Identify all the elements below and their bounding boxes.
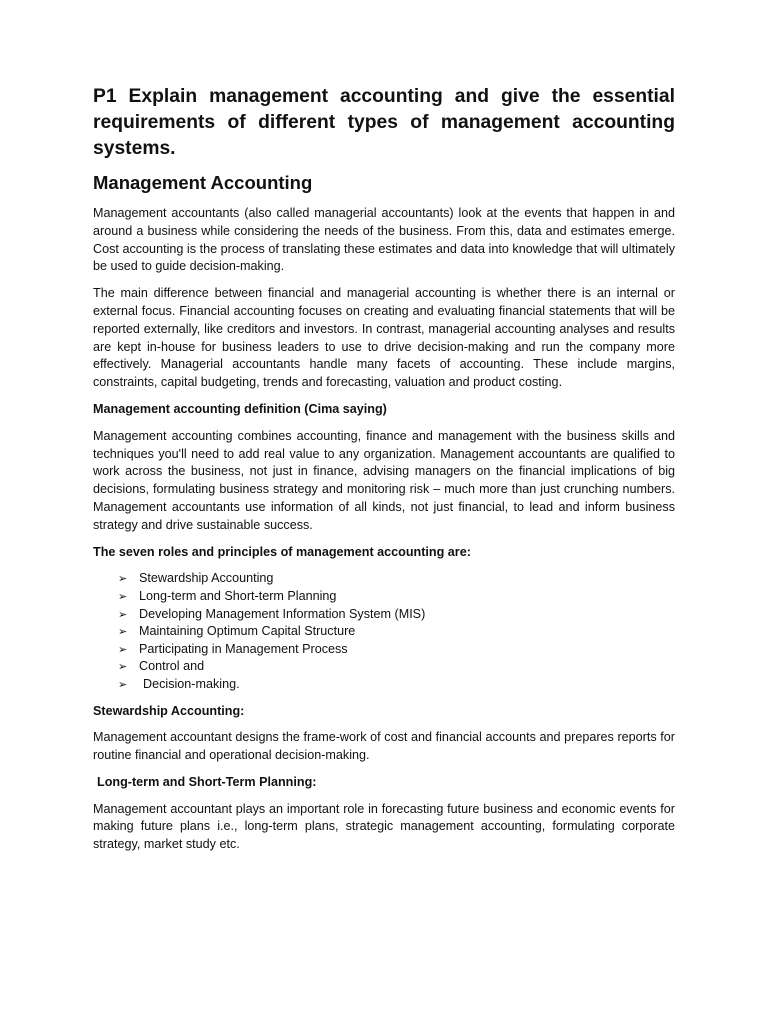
list-item-text: Control and bbox=[139, 659, 205, 674]
arrow-bullet-icon: ➢ bbox=[118, 572, 128, 586]
paragraph-difference: The main difference between financial and managerial accounting is whether there is an internal or external focus. Financial accounting focuses on creating and evaluating financial statements that will be reported externally, like creditors and investors. In contrast, managerial accounting analyses and results are kept in-house for business leaders to use to drive decision-making and run the company more effectively. Managerial accountants handle many facets of accounting. These include margins, constraints, capital budgeting, trends and forecasting, valuation and product costing. bbox=[93, 286, 675, 390]
list-item-text: Long-term and Short-term Planning bbox=[139, 588, 337, 603]
stewardship-heading: Stewardship Accounting: bbox=[93, 703, 245, 718]
list-item bbox=[118, 676, 675, 694]
list-item bbox=[118, 570, 675, 588]
list-item-text: Maintaining Optimum Capital Structure bbox=[139, 624, 356, 639]
arrow-bullet-icon: ➢ bbox=[118, 677, 128, 691]
paragraph-definition: Management accounting combines accounting, finance and management with the business skills and techniques you'll need to add real value to any organization. Management accountants are qualified to work across the business, not just in finance, advising managers on the financial implications of big decisions, formulating business strategy and monitoring risk – much more than just crunching numbers. Management accountants use information of all kinds, not just financial, to lead and inform business strategy and drive sustainable success. bbox=[93, 428, 675, 532]
definition-heading: Management accounting definition (Cima saying) bbox=[93, 401, 387, 416]
arrow-bullet-icon: ➢ bbox=[118, 607, 128, 621]
list-item bbox=[118, 641, 675, 659]
paragraph-planning: Management accountant plays an important role in forecasting future business and economic events for making future plans i.e., long-term plans, strategic management accounting, formulating corporate strategy, market study etc. bbox=[93, 801, 675, 852]
list-item-text: Stewardship Accounting bbox=[139, 571, 274, 586]
list-item bbox=[118, 658, 675, 676]
list-item-text: Decision-making. bbox=[143, 676, 240, 691]
arrow-bullet-icon: ➢ bbox=[118, 625, 128, 639]
roles-heading: The seven roles and principles of management accounting are: bbox=[93, 544, 471, 559]
arrow-bullet-icon: ➢ bbox=[118, 589, 128, 603]
paragraph-intro: Management accountants (also called managerial accountants) look at the events that happen in and around a business while considering the needs of the business. From this, data and estimates emerge. Cost accounting is the process of translating these estimates and data into knowledge that will ultimately be used to guide decision-making. bbox=[93, 206, 675, 274]
roles-list bbox=[93, 570, 675, 693]
list-item-text: Developing Management Information System (MIS) bbox=[139, 606, 426, 621]
list-item bbox=[118, 606, 675, 624]
list-item bbox=[118, 623, 675, 641]
list-item bbox=[118, 588, 675, 606]
document-page bbox=[93, 84, 675, 863]
paragraph-stewardship: Management accountant designs the frame-work of cost and financial accounts and prepares reports for routine financial and operational decision-making. bbox=[93, 730, 675, 763]
list-item-text: Participating in Management Process bbox=[139, 641, 348, 656]
arrow-bullet-icon: ➢ bbox=[118, 642, 128, 656]
arrow-bullet-icon: ➢ bbox=[118, 660, 128, 674]
planning-heading: Long-term and Short-Term Planning: bbox=[97, 774, 317, 789]
section-heading: Management Accounting bbox=[93, 172, 313, 193]
document-title: P1 Explain management accounting and give the essential requirements of different types of management accounting systems. bbox=[93, 86, 675, 159]
